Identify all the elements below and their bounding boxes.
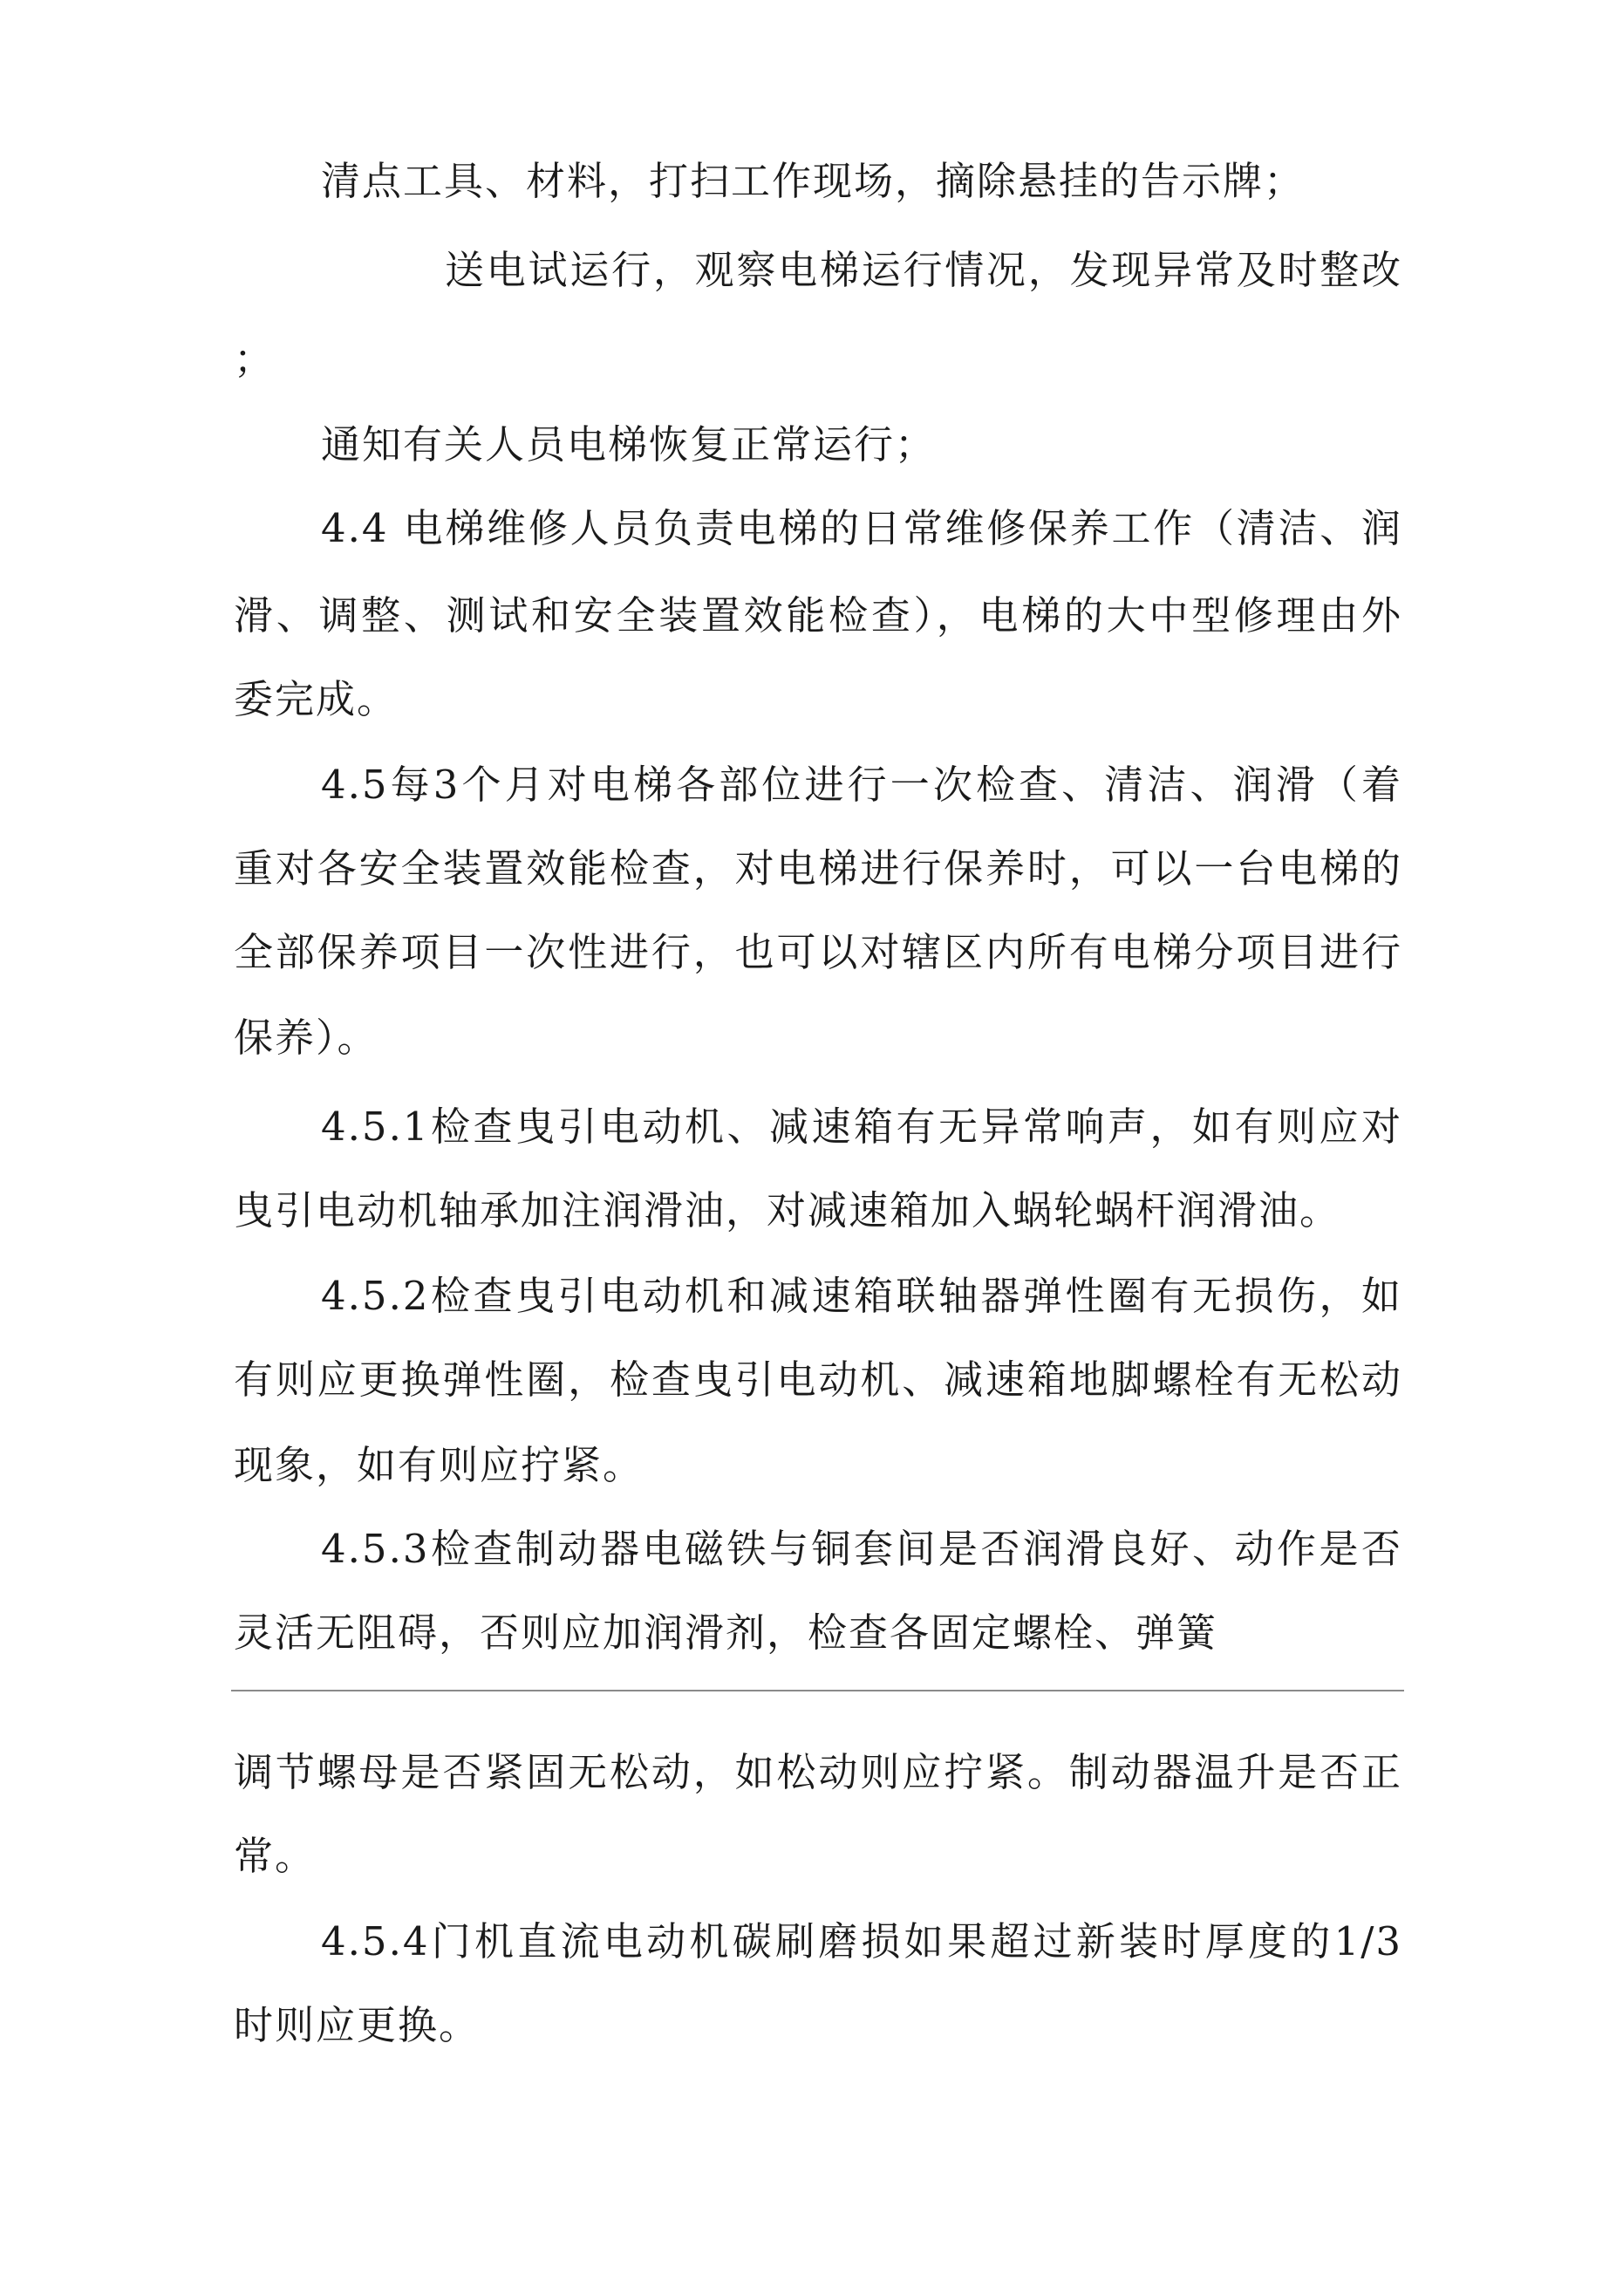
paragraph-line: 4.5.3检查制动器电磁铁与铜套间是否润滑良好、动作是否 <box>321 1526 1402 1572</box>
paragraph-line: 灵活无阻碍，否则应加润滑剂，检查各固定螺栓、弹簧 <box>234 1609 1218 1656</box>
paragraph-line: 4.5.1检查曳引电动机、减速箱有无异常响声，如有则应对 <box>321 1104 1402 1150</box>
paragraph-line: 重对各安全装置效能检查，对电梯进行保养时，可以一台电梯的 <box>234 845 1402 892</box>
paragraph-line: 有则应更换弹性圈，检查曳引电动机、减速箱地脚螺栓有无松动 <box>234 1356 1402 1403</box>
paragraph-line: 现象，如有则应拧紧。 <box>234 1442 644 1488</box>
paragraph-line: 4.4 电梯维修人员负责电梯的日常维修保养工作（清洁、润 <box>321 505 1402 551</box>
paragraph-line: 时则应更换。 <box>234 2002 481 2048</box>
paragraph-line: 通知有关人员电梯恢复正常运行； <box>321 421 937 468</box>
paragraph-line: 保养）。 <box>234 1015 378 1061</box>
paragraph-line: 4.5.4门机直流电动机碳刷磨损如果超过新装时厚度的1/3 <box>321 1918 1402 1965</box>
paragraph-line: 4.5每3个月对电梯各部位进行一次检查、清洁、润滑（着 <box>321 762 1402 808</box>
paragraph-line: 送电试运行，观察电梯运行情况，发现异常及时整改 <box>445 247 1402 293</box>
paragraph-line: 4.5.2检查曳引电动机和减速箱联轴器弹性圈有无损伤，如 <box>321 1273 1402 1319</box>
paragraph-line: 调节螺母是否紧固无松动，如松动则应拧紧。制动器温升是否正 <box>234 1749 1402 1795</box>
paragraph-line: 曳引电动机轴承加注润滑油，对减速箱加入蜗轮蜗杆润滑油。 <box>234 1187 1341 1233</box>
paragraph-line: 清点工具、材料，打扫工作现场，摘除悬挂的告示牌； <box>321 158 1306 204</box>
paragraph-line: ； <box>234 336 276 382</box>
paragraph-line: 委完成。 <box>234 676 399 722</box>
paragraph-line: 常。 <box>234 1833 317 1879</box>
paragraph-line: 全部保养项目一次性进行，也可以对辖区内所有电梯分项目进行 <box>234 929 1402 975</box>
paragraph-line: 滑、调整、测试和安全装置效能检查），电梯的大中型修理由外 <box>234 592 1402 639</box>
page-break-divider <box>231 1690 1404 1691</box>
